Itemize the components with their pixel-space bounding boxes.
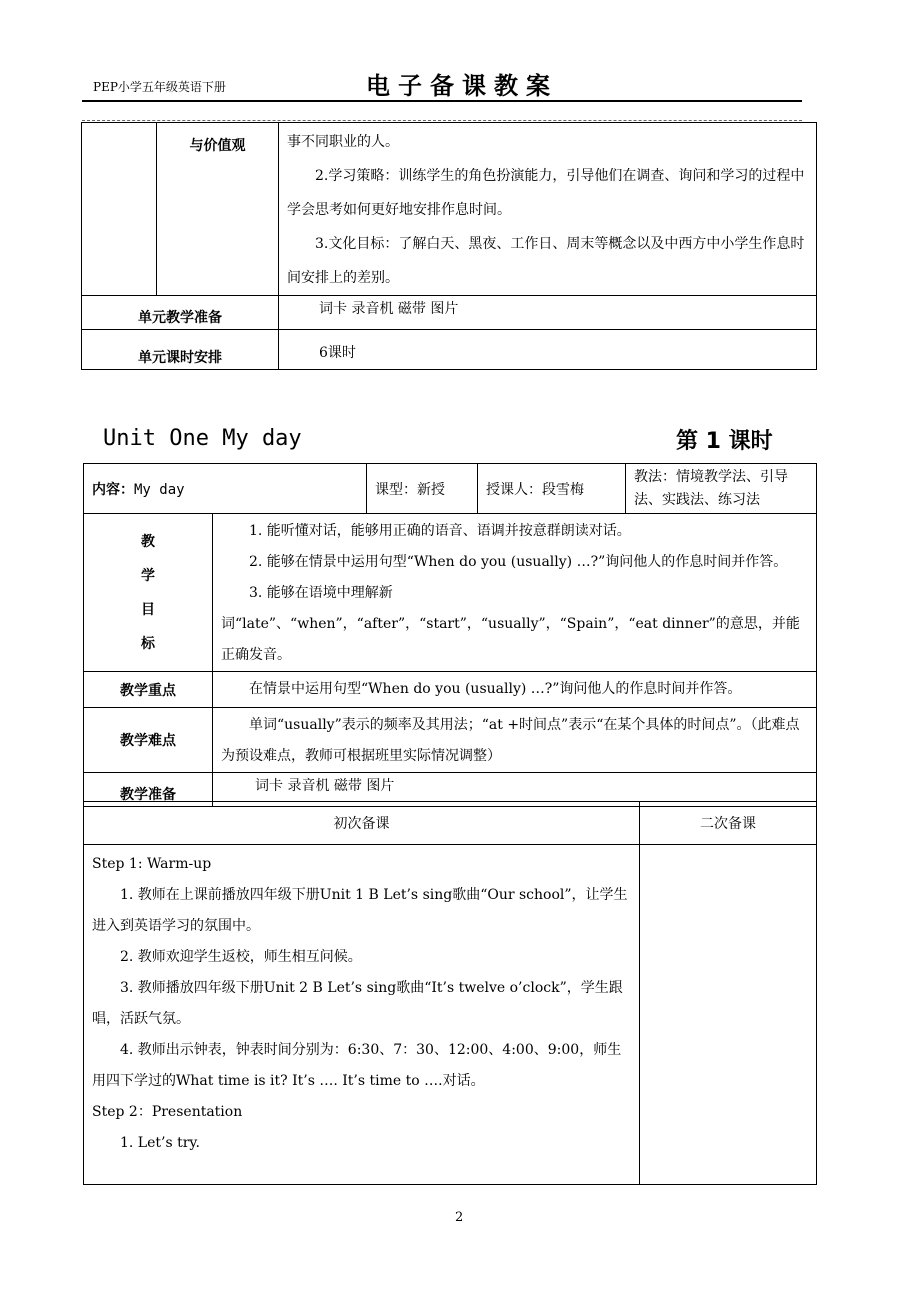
procedure-text bbox=[84, 845, 640, 1185]
objectives-text bbox=[213, 514, 817, 672]
procedure-table bbox=[83, 801, 817, 1185]
lesson-type: 课型：新授 bbox=[367, 464, 478, 514]
unit-goals-table bbox=[81, 122, 817, 370]
difficult-points-label: 教学难点 bbox=[84, 708, 213, 773]
objective-line: 1. 能听懂对话，能够用正确的语音、语调并按意群朗读对话。 bbox=[249, 523, 631, 539]
goals-text bbox=[279, 123, 817, 296]
lesson-prep-label: 教学准备 bbox=[84, 773, 213, 807]
unit-schedule-label: 单元课时安排 bbox=[82, 330, 279, 370]
procedure-line: 1. Let’s try. bbox=[120, 1135, 200, 1151]
objectives-label-char: 目 bbox=[141, 601, 155, 618]
second-prep-header: 二次备课 bbox=[640, 802, 817, 845]
header-subject: PEP小学五年级英语下册 bbox=[93, 80, 226, 94]
difficult-points-value: 单词“usually”表示的频率及其用法；“at +时间点”表示“在某个具体的时间点”。（此难点为预设难点，教师可根据班里实际情况调整） bbox=[213, 708, 817, 773]
page-number: 2 bbox=[455, 1210, 464, 1225]
content-label: 内容： bbox=[92, 481, 134, 498]
procedure-line: 4. 教师出示钟表，钟表时间分别为：6:30、7：30、12:00、4:00、9:00，师生用四下学过的What time is it? It’s …. It’s time to ….对话。 bbox=[92, 1042, 622, 1089]
key-points-label: 教学重点 bbox=[84, 672, 213, 708]
unit-schedule-value: 6课时 bbox=[279, 330, 817, 370]
objectives-label-char: 标 bbox=[141, 635, 155, 652]
content-cell bbox=[84, 464, 367, 514]
procedure-line: 3. 教师播放四年级下册Unit 2 B Let’s sing歌曲“It’s twelve o’clock”，学生跟唱，活跃气氛。 bbox=[92, 980, 623, 1027]
header-rule bbox=[82, 100, 802, 102]
content-value: My day bbox=[134, 481, 185, 498]
header-title: 电子备课教案 bbox=[366, 72, 558, 100]
objectives-label-char: 教 bbox=[141, 533, 155, 550]
procedure-line: 2. 教师欢迎学生返校，师生相互问候。 bbox=[120, 949, 362, 965]
lesson-prep-value: 词卡 录音机 磁带 图片 bbox=[213, 773, 817, 807]
step-heading: Step 1: Warm-up bbox=[92, 856, 212, 872]
header-dashed-rule bbox=[82, 120, 802, 121]
lesson-teacher: 授课人：段雪梅 bbox=[478, 464, 626, 514]
objectives-label-char: 学 bbox=[141, 567, 155, 584]
lesson-number: 第 1 课时 bbox=[676, 429, 773, 454]
objective-line: 3. 能够在语境中理解新词“late”、“when”，“after”，“start”，“usually”，“Spain”，“eat dinner”的意思，并能正确发音。 bbox=[221, 585, 800, 663]
objective-line: 2. 能够在情景中运用句型“When do you (usually) …?”询问他人的作息时间并作答。 bbox=[249, 554, 788, 570]
second-prep-cell bbox=[640, 845, 817, 1185]
step-heading: Step 2：Presentation bbox=[92, 1104, 243, 1120]
unit-prep-label: 单元教学准备 bbox=[82, 296, 279, 330]
lesson-plan-table bbox=[83, 463, 817, 807]
procedure-line: 1. 教师在上课前播放四年级下册Unit 1 B Let’s sing歌曲“Our school”，让学生进入到英语学习的氛围中。 bbox=[92, 887, 628, 934]
empty-cell bbox=[82, 123, 157, 296]
unit-prep-value: 词卡 录音机 磁带 图片 bbox=[279, 296, 817, 330]
goals-line: 3.文化目标：了解白天、黑夜、工作日、周末等概念以及中西方中小学生作息时间安排上的差别。 bbox=[287, 236, 805, 286]
unit-title: Unit One My day bbox=[103, 426, 302, 451]
first-prep-header: 初次备课 bbox=[84, 802, 640, 845]
goals-line: 事不同职业的人。 bbox=[287, 134, 399, 150]
objectives-label bbox=[84, 514, 213, 672]
lesson-method: 教法：情境教学法、引导法、实践法、练习法 bbox=[626, 464, 817, 514]
goals-line: 2.学习策略：训练学生的角色扮演能力，引导他们在调查、询问和学习的过程中学会思考如何更好地安排作息时间。 bbox=[287, 168, 805, 218]
key-points-value: 在情景中运用句型“When do you (usually) …?”询问他人的作息时间并作答。 bbox=[213, 672, 817, 708]
values-label: 与价值观 bbox=[157, 123, 279, 296]
